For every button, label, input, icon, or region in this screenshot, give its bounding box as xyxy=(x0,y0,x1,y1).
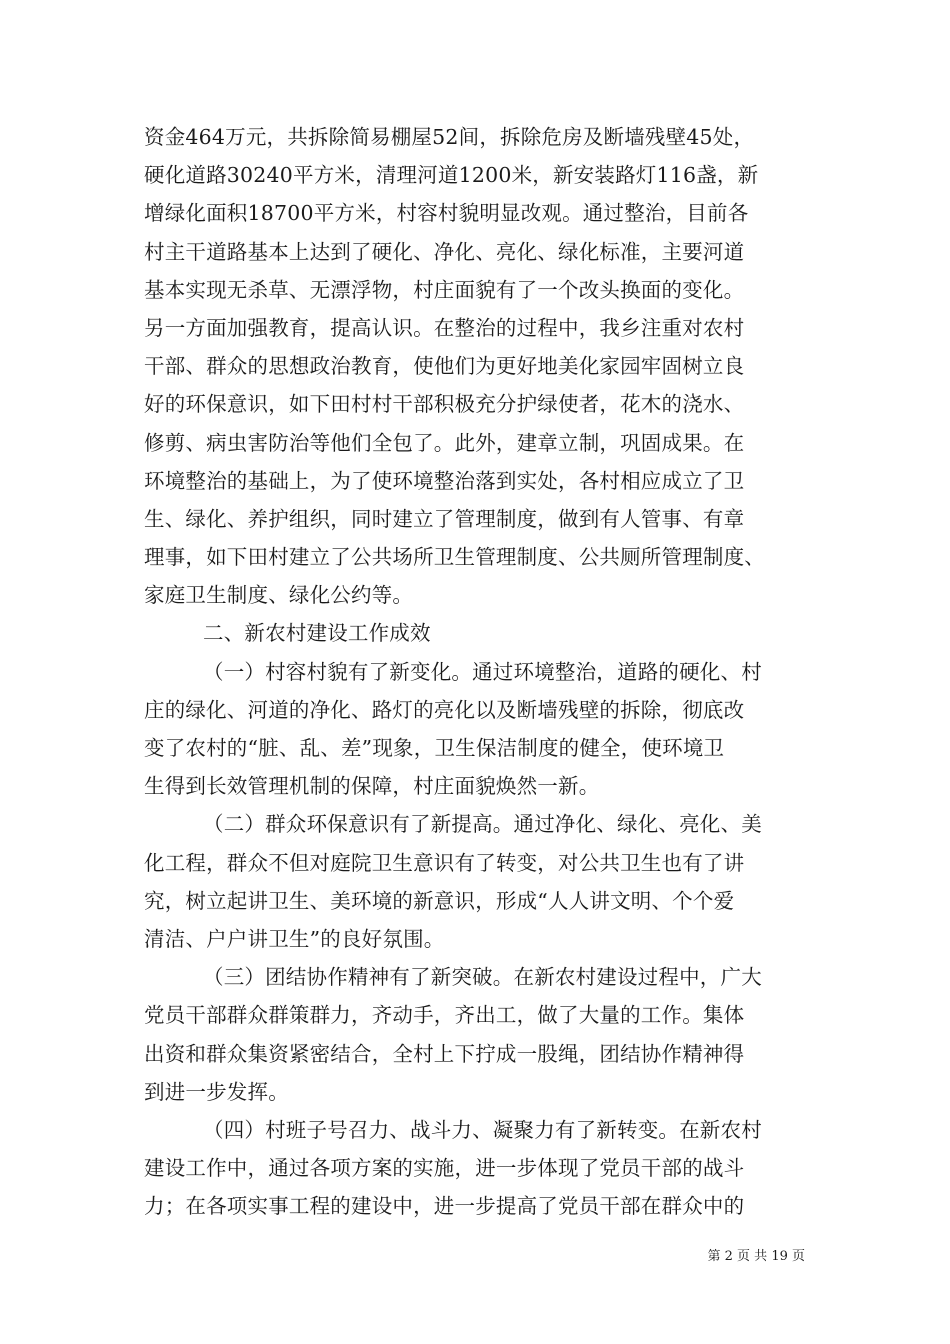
text-line: 家庭卫生制度、绿化公约等。 xyxy=(144,583,414,608)
text-line: 修剪、病虫害防治等他们全包了。此外，建章立制，巩固成果。在 xyxy=(144,430,745,455)
body-text xyxy=(144,118,812,1225)
text-line: 清洁、户户讲卫生”的良好氛围。 xyxy=(144,926,445,951)
text-line: 干部、群众的思想政治教育，使他们为更好地美化家园牢固树立良 xyxy=(144,354,745,379)
text-line: 生得到长效管理机制的保障，村庄面貌焕然一新。 xyxy=(144,774,600,799)
text-line: 究，树立起讲卫生、美环境的新意识，形成“人人讲文明、个个爱 xyxy=(144,888,735,913)
text-line: 到进一步发挥。 xyxy=(144,1079,289,1104)
text-line: 变了农村的“脏、乱、差”现象，卫生保洁制度的健全，使环境卫 xyxy=(144,736,725,760)
paragraph-start: （四）村班子号召力、战斗力、凝聚力有了新转变。在新农村 xyxy=(203,1117,762,1142)
text-line: 基本实现无杀草、无漂浮物，村庄面貌有了一个改头换面的变化。 xyxy=(144,277,745,302)
text-line: 生、绿化、养护组织，同时建立了管理制度，做到有人管事、有章 xyxy=(144,506,745,531)
text-line: 力；在各项实事工程的建设中，进一步提高了党员干部在群众中的 xyxy=(144,1194,745,1219)
page-number-footer: 第 2 页 共 19 页 xyxy=(707,1249,805,1264)
text-line: 另一方面加强教育，提高认识。在整治的过程中，我乡注重对农村 xyxy=(144,315,745,340)
text-line: 党员干部群众群策群力，齐动手，齐出工，做了大量的工作。集体 xyxy=(144,1003,745,1028)
text-line: 硬化道路30240平方米，清理河道1200米，新安装路灯116盏，新 xyxy=(144,163,759,188)
section-heading: 二、新农村建设工作成效 xyxy=(203,621,431,646)
text-line: 资金464万元，共拆除简易棚屋52间，拆除危房及断墙残壁45处， xyxy=(144,125,755,149)
text-line: 化工程，群众不但对庭院卫生意识有了转变，对公共卫生也有了讲 xyxy=(144,850,745,875)
text-line: 增绿化面积18700平方米，村容村貌明显改观。通过整治，目前各 xyxy=(144,201,749,226)
text-line: 理事，如下田村建立了公共场所卫生管理制度、公共厕所管理制度、 xyxy=(144,545,765,570)
text-line: 好的环保意识，如下田村村干部积极充分护绿使者，花木的浇水、 xyxy=(144,392,745,417)
text-line: 庄的绿化、河道的净化、路灯的亮化以及断墙残壁的拆除，彻底改 xyxy=(144,697,745,722)
text-line: 建设工作中，通过各项方案的实施，进一步体现了党员干部的战斗 xyxy=(144,1156,745,1181)
text-line: 村主干道路基本上达到了硬化、净化、亮化、绿化标准，主要河道 xyxy=(144,239,745,264)
paragraph-start: （一）村容村貌有了新变化。通过环境整治，道路的硬化、村 xyxy=(203,659,762,684)
text-line: 环境整治的基础上，为了使环境整治落到实处，各村相应成立了卫 xyxy=(144,468,745,493)
paragraph-start: （三）团结协作精神有了新突破。在新农村建设过程中，广大 xyxy=(203,965,762,990)
text-line: 出资和群众集资紧密结合，全村上下拧成一股绳，团结协作精神得 xyxy=(144,1041,745,1066)
paragraph-start: （二）群众环保意识有了新提高。通过净化、绿化、亮化、美 xyxy=(203,812,762,837)
